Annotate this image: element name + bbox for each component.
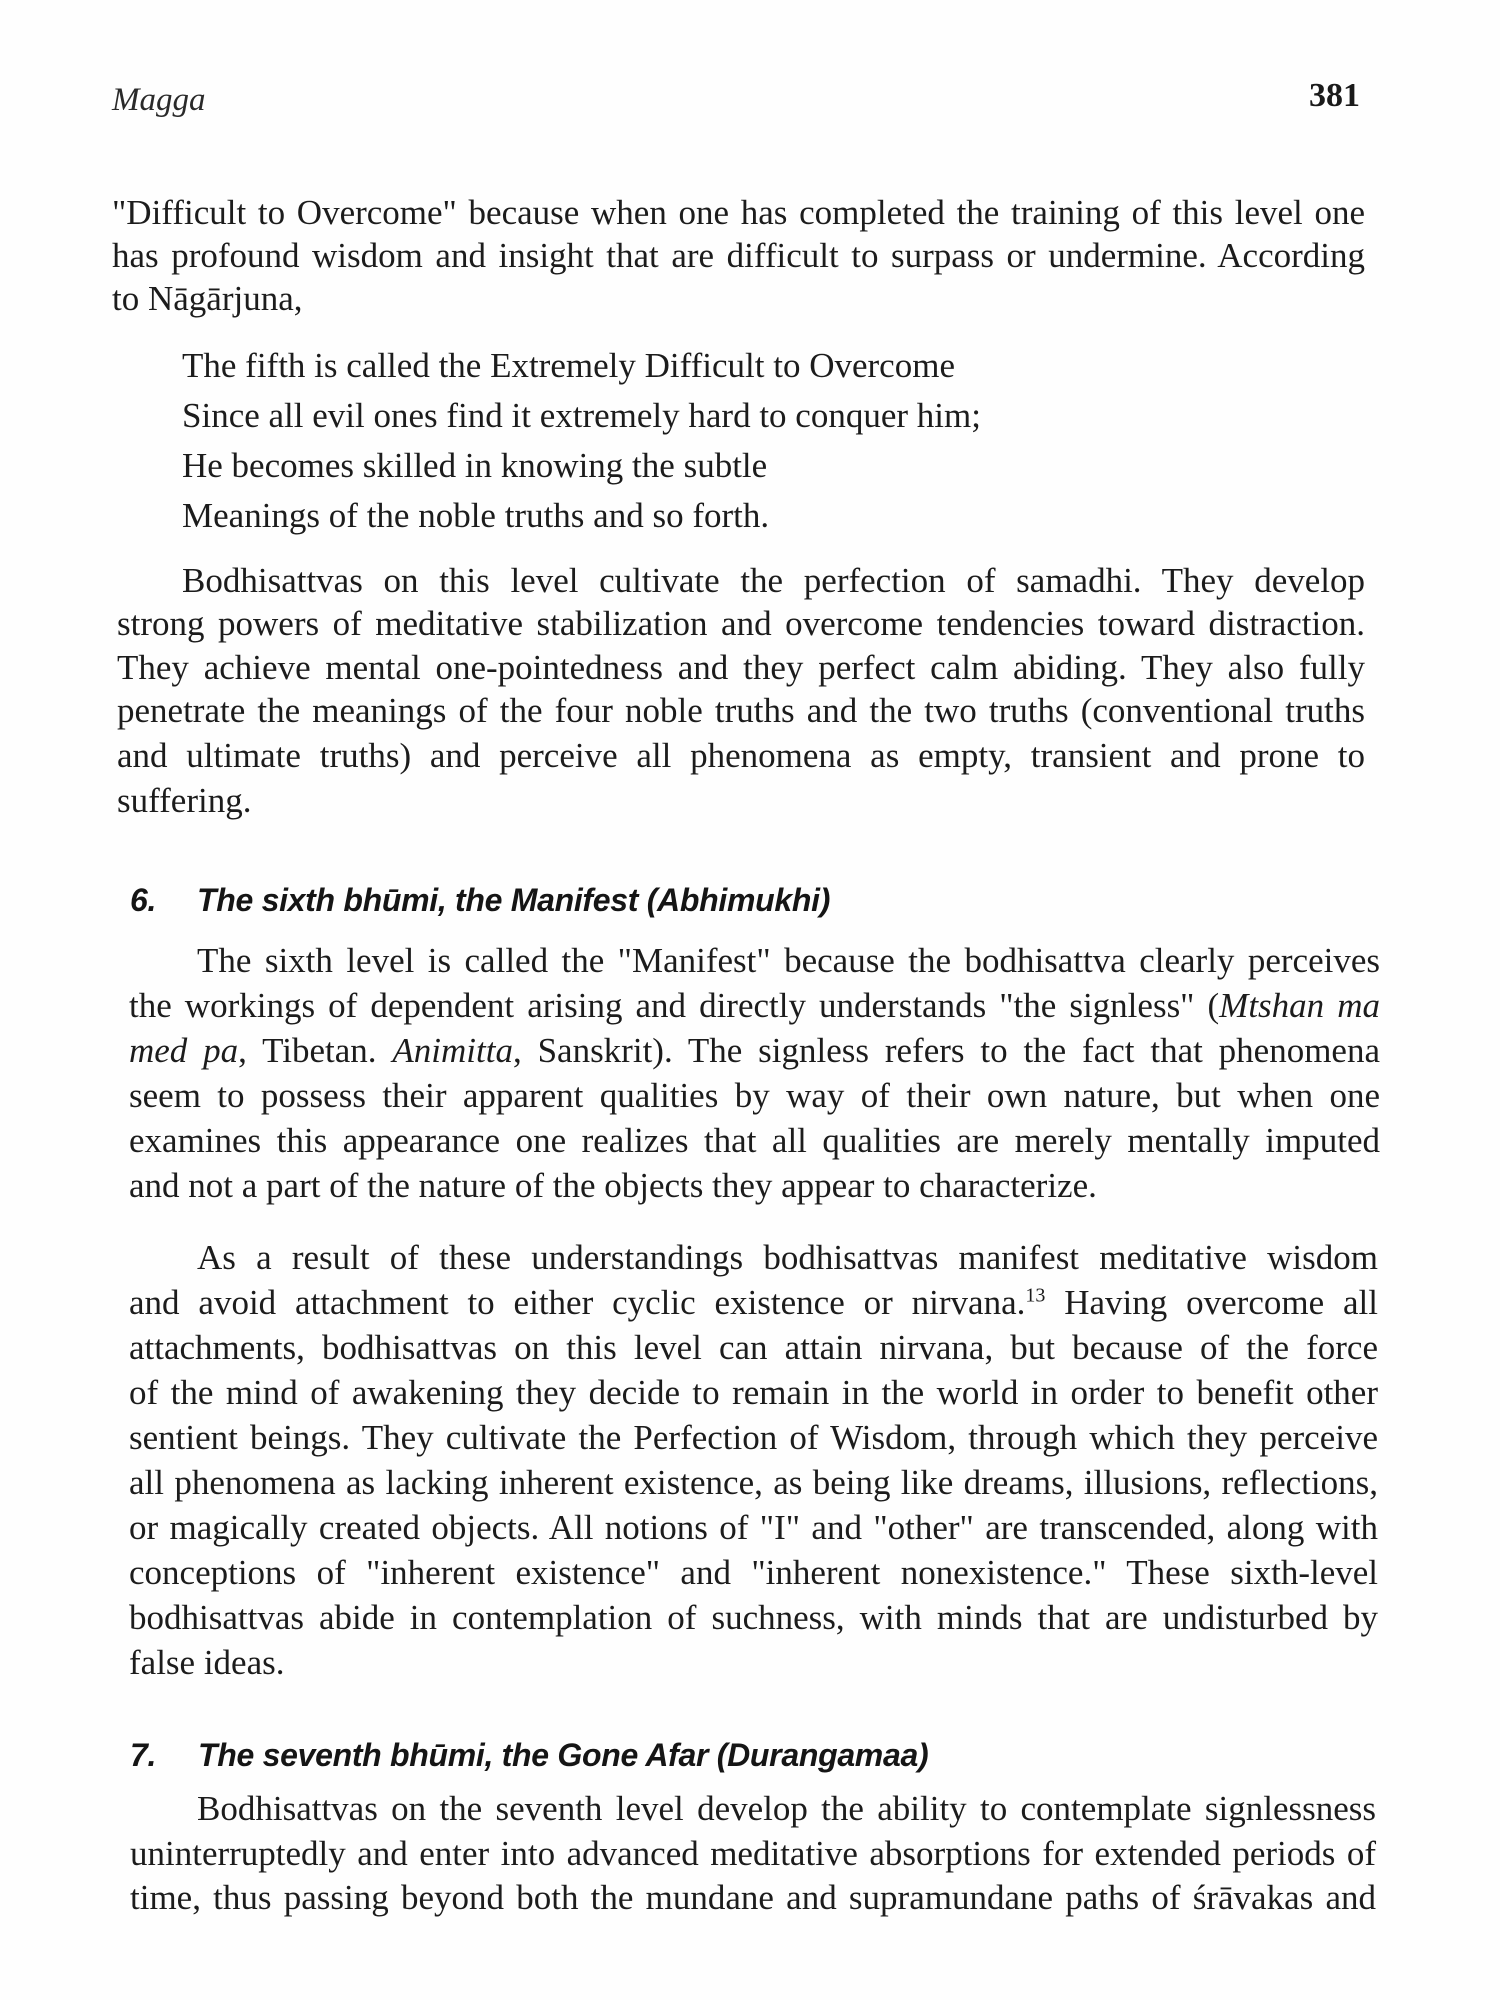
- verse-line: Since all evil ones find it extremely hard to conquer him;: [182, 396, 981, 435]
- text-line: suffering.: [117, 781, 252, 820]
- verse-line: The fifth is called the Extremely Difficult to Overcome: [182, 346, 955, 385]
- section-title: The seventh bhūmi, the Gone Afar (Durangamaa): [198, 1737, 929, 1773]
- section-title: The sixth bhūmi, the Manifest (Abhimukhi): [197, 882, 831, 918]
- text-line: conceptions of "inherent existence" and "inherent nonexistence." These sixth-level: [129, 1553, 1378, 1592]
- verse-line: Meanings of the noble truths and so forth.: [182, 496, 770, 535]
- text-line: has profound wisdom and insight that are difficult to surpass or undermine. According: [112, 236, 1365, 275]
- text-line: and not a part of the nature of the objects they appear to characterize.: [129, 1166, 1097, 1205]
- text-line: strong powers of meditative stabilization and overcome tendencies toward distraction.: [117, 604, 1365, 643]
- text-line: penetrate the meanings of the four noble truths and the two truths (conventional truths: [117, 691, 1365, 730]
- text-line: examines this appearance one realizes that all qualities are merely mentally imputed: [129, 1121, 1380, 1160]
- text-span: and avoid attachment to either cyclic existence or nirvana.: [129, 1283, 1026, 1322]
- text-line: bodhisattvas abide in contemplation of suchness, with minds that are undisturbed by: [129, 1598, 1378, 1637]
- text-line: As a result of these understandings bodhisattvas manifest meditative wisdom: [197, 1238, 1378, 1277]
- text-line: Bodhisattvas on the seventh level develop the ability to contemplate signlessness: [197, 1789, 1376, 1828]
- text-line: or magically created objects. All notions of "I" and "other" are transcended, along with: [129, 1508, 1378, 1547]
- text-line: of the mind of awakening they decide to remain in the world in order to benefit other: [129, 1373, 1378, 1412]
- text-line: false ideas.: [129, 1643, 285, 1682]
- running-title: Magga: [112, 82, 206, 118]
- section-heading-6: [130, 878, 1030, 922]
- verse-line: He becomes skilled in knowing the subtle: [182, 446, 768, 485]
- text-line: all phenomena as lacking inherent existence, as being like dreams, illusions, reflections,: [129, 1463, 1378, 1502]
- sanskrit-term: Animitta: [392, 1031, 513, 1070]
- text-line: time, thus passing beyond both the mundane and supramundane paths of śrāvakas and: [130, 1878, 1376, 1917]
- text-span: Having overcome all: [1045, 1283, 1378, 1322]
- page-number: 381: [1309, 77, 1360, 114]
- text-line: The sixth level is called the "Manifest" because the bodhisattva clearly perceives: [197, 941, 1380, 980]
- section-heading-7: [130, 1733, 1080, 1777]
- text-span: , Sanskrit). The signless refers to the fact that phenomena: [512, 1031, 1381, 1070]
- text-line: to Nāgārjuna,: [112, 279, 303, 318]
- text-line: and ultimate truths) and perceive all phenomena as empty, transient and prone to: [117, 736, 1365, 775]
- text-line: Bodhisattvas on this level cultivate the perfection of samadhi. They develop: [182, 561, 1365, 600]
- text-line: [129, 984, 1380, 1028]
- text-span: , Tibetan.: [238, 1031, 393, 1070]
- text-line: "Difficult to Overcome" because when one has completed the training of this level one: [112, 193, 1365, 232]
- text-line: seem to possess their apparent qualities by way of their own nature, but when one: [129, 1076, 1380, 1115]
- text-line: uninterruptedly and enter into advanced meditative absorptions for extended periods of: [130, 1834, 1376, 1873]
- text-line: [129, 1281, 1378, 1325]
- section-number: 6.: [130, 882, 157, 918]
- tibetan-term: med pa: [129, 1031, 239, 1070]
- text-line: attachments, bodhisattvas on this level can attain nirvana, but because of the force: [129, 1328, 1378, 1367]
- footnote-marker[interactable]: 13: [1025, 1284, 1046, 1307]
- section-number: 7.: [130, 1737, 157, 1773]
- text-line: [129, 1029, 1380, 1073]
- text-span: the workings of dependent arising and directly understands "the signless" (: [129, 986, 1220, 1025]
- text-line: sentient beings. They cultivate the Perfection of Wisdom, through which they perceive: [129, 1418, 1378, 1457]
- text-line: They achieve mental one-pointedness and they perfect calm abiding. They also fully: [117, 648, 1365, 687]
- tibetan-term: Mtshan ma: [1219, 986, 1380, 1025]
